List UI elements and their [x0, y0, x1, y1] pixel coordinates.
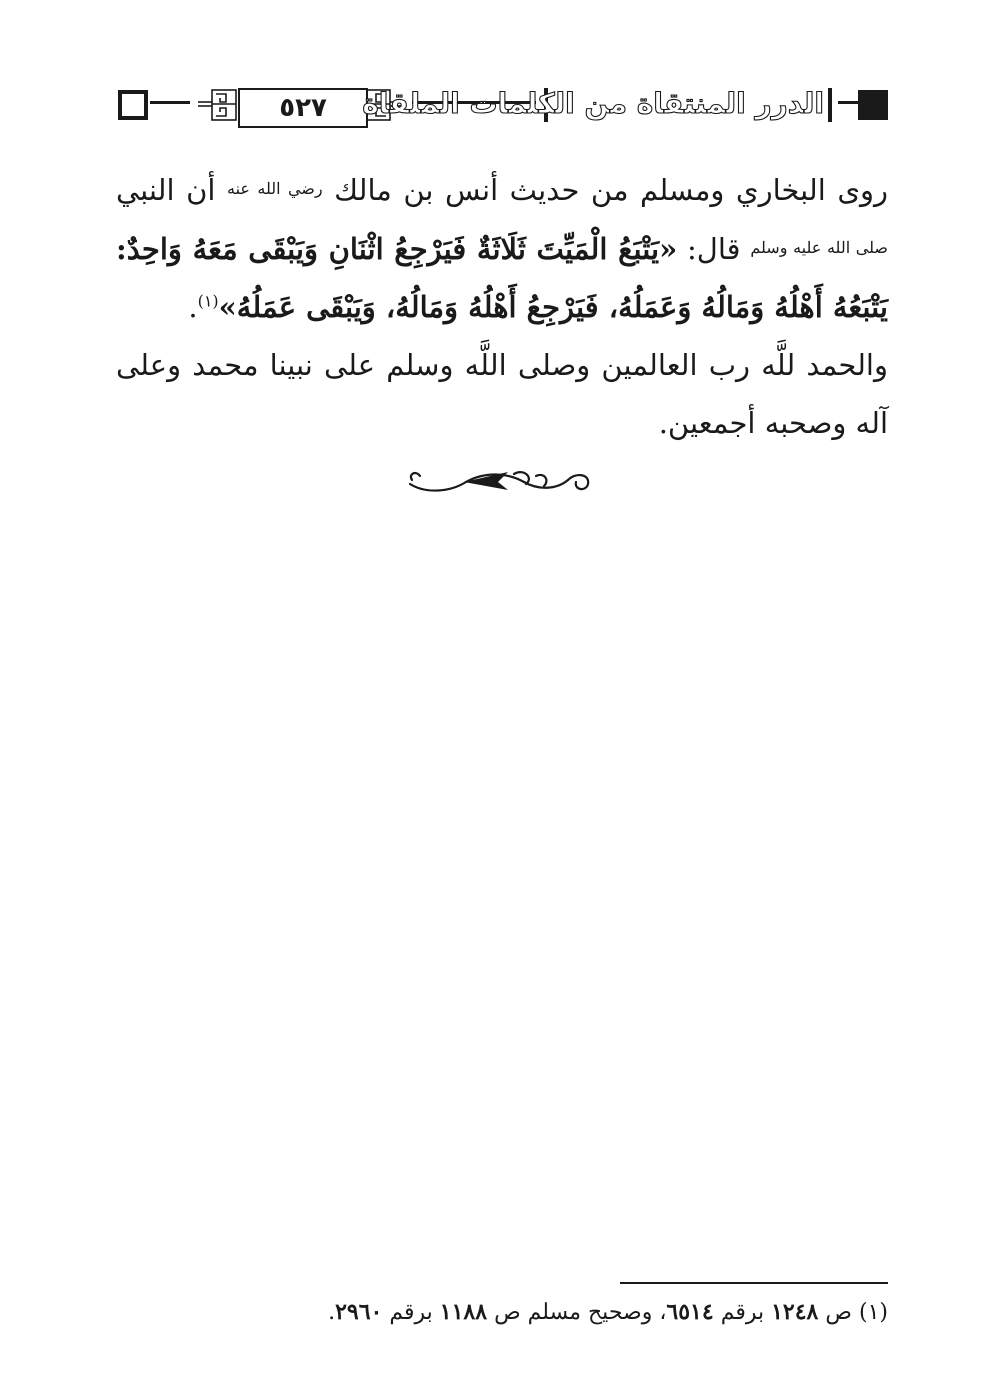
hadith-text: «يَتْبَعُ الْمَيِّتَ ثَلَاثَةٌ فَيَرْجِعُ اثْنَانِ وَيَبْقَى مَعَهُ وَاحِدٌ: يَتْبَعُهُ أَهْلُهُ وَمَالُهُ وَعَمَلُهُ، فَيَرْجِعُ أَهْلُهُ وَمَالُهُ، وَيَبْقَى عَمَلُهُ»: [116, 232, 888, 324]
section-end-ornament: [406, 462, 596, 502]
footnote-page-muslim: ١١٨٨: [439, 1299, 488, 1325]
footnote-number-muslim: ٢٩٦٠: [335, 1299, 383, 1325]
footnote-text-4: برقم: [389, 1300, 433, 1325]
footnote-text-1: ص: [825, 1300, 852, 1325]
footnote-number-bukhari: ٦٥١٤: [666, 1299, 714, 1325]
footnote-reference: (١): [197, 291, 219, 311]
footnote: [116, 1290, 888, 1335]
footnote-text-3: ، وصحيح مسلم ص: [494, 1300, 667, 1325]
header-rule-right: [838, 101, 860, 104]
footnote-text-2: برقم: [720, 1300, 765, 1325]
companion-honorific: رضي الله عنه: [227, 179, 323, 198]
paragraph-end: .: [188, 290, 198, 324]
footnote-separator: [620, 1282, 888, 1284]
header-bar-right: [828, 88, 832, 122]
paragraph-intro: روى البخاري ومسلم من حديث أنس بن مالك: [334, 173, 889, 207]
header-right-square-ornament: [858, 90, 888, 120]
paragraph-hadith: [116, 160, 888, 336]
book-title: الدرر المنتقاة من الكلمات الملقاة: [362, 87, 824, 120]
said-label: قال:: [677, 232, 741, 266]
footnote-end: .: [328, 1300, 336, 1325]
header-rule-left: [150, 101, 190, 104]
page-header: [116, 78, 888, 136]
main-text: [116, 160, 888, 452]
flourish-icon: [406, 462, 596, 502]
paragraph-closing: والحمد للَّه رب العالمين وصلى اللَّه وسلم على نبينا محمد وعلى آله وصحبه أجمعين.: [116, 348, 888, 440]
footnote-page-bukhari: ١٢٤٨: [771, 1299, 819, 1325]
paragraph-mid: أن النبي: [116, 173, 216, 207]
page-number: ٥٢٧: [238, 88, 368, 128]
header-left-square-ornament: [118, 90, 148, 120]
prophet-honorific: صلى الله عليه وسلم: [750, 238, 889, 257]
footnote-marker: (١): [858, 1300, 888, 1325]
